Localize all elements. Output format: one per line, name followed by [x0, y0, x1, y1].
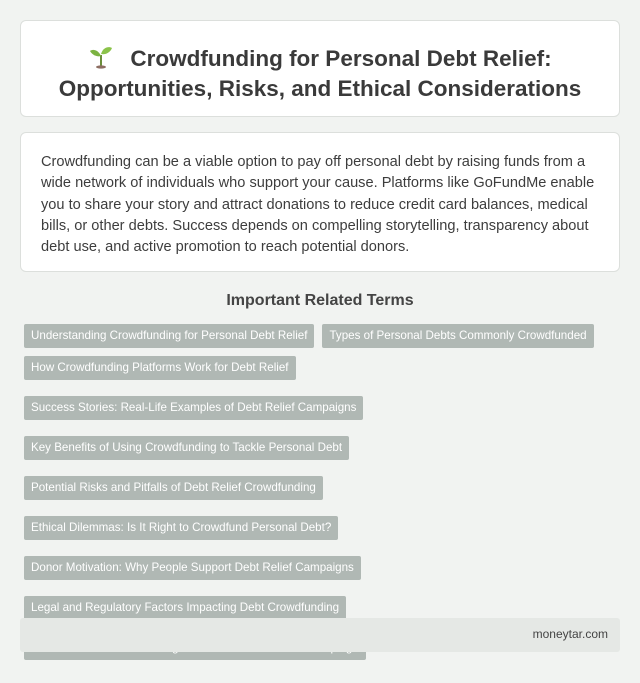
related-term-tag[interactable]: Understanding Crowdfunding for Personal Debt Relief: [24, 324, 314, 348]
related-term-tag[interactable]: Key Benefits of Using Crowdfunding to Tackle Personal Debt: [24, 436, 349, 460]
related-term-tag[interactable]: Ethical Dilemmas: Is It Right to Crowdfund Personal Debt?: [24, 516, 338, 540]
intro-card: [20, 132, 620, 272]
title-line-2: Opportunities, Risks, and Ethical Considerations: [58, 76, 582, 101]
related-term-tag[interactable]: How Crowdfunding Platforms Work for Debt Relief: [24, 356, 296, 380]
footer-site-link[interactable]: moneytar.com: [532, 627, 608, 641]
related-terms-list: [24, 324, 618, 660]
related-term-tag[interactable]: Types of Personal Debts Commonly Crowdfunded: [322, 324, 593, 348]
title-card: [20, 20, 620, 117]
related-term-tag[interactable]: Legal and Regulatory Factors Impacting Debt Crowdfunding: [24, 596, 346, 620]
intro-paragraph: Crowdfunding can be a viable option to pay off personal debt by raising funds from a wide network of individuals who support your cause. Platforms like GoFundMe enable you to share your story and attract donations to reduce credit card balances, medical bills, or other debts. Success depends on compelling storytelling, transparency about debt use, and active promotion to reach potential donors.: [41, 154, 595, 256]
title-line-1: Crowdfunding for Personal Debt Relief:: [130, 46, 552, 71]
related-term-tag[interactable]: Donor Motivation: Why People Support Debt Relief Campaigns: [24, 556, 361, 580]
related-term-tag[interactable]: Potential Risks and Pitfalls of Debt Relief Crowdfunding: [24, 476, 323, 500]
page-title: [21, 43, 619, 104]
sprout-icon: [88, 43, 114, 69]
footer: [20, 618, 620, 652]
related-term-tag[interactable]: Success Stories: Real-Life Examples of Debt Relief Campaigns: [24, 396, 363, 420]
related-terms-heading: Important Related Terms: [226, 292, 414, 309]
